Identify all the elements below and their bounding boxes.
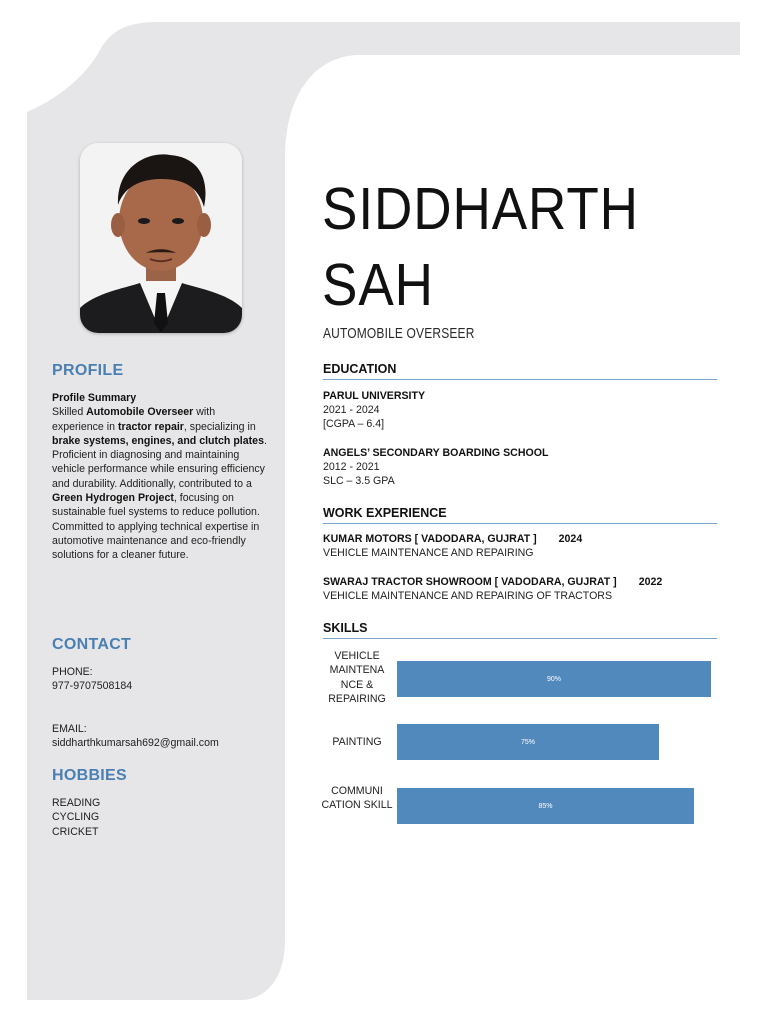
profile-text-segment: Green Hydrogen Project bbox=[52, 492, 174, 505]
name-first: SIDDHARTH bbox=[322, 176, 639, 242]
skill-bar bbox=[397, 788, 694, 824]
work-year: 2022 bbox=[638, 576, 663, 588]
work-experience-heading: WORK EXPERIENCE bbox=[323, 506, 717, 524]
skill-label: COMMUNI CATION SKILL bbox=[321, 785, 393, 812]
education-entry bbox=[323, 389, 717, 432]
profile-heading: PROFILE bbox=[52, 362, 124, 379]
phone-label: PHONE: bbox=[52, 666, 93, 678]
hobby-item: CYCLING bbox=[52, 811, 100, 824]
skill-label: PAINTING bbox=[332, 736, 382, 748]
education-heading: EDUCATION bbox=[323, 362, 717, 380]
hobbies-heading: HOBBIES bbox=[52, 767, 127, 784]
work-entry bbox=[323, 532, 717, 560]
hobbies-list bbox=[52, 796, 267, 839]
profile-text-segment: Automobile Overseer bbox=[86, 406, 194, 419]
work-role: VEHICLE MAINTENANCE AND REPAIRING OF TRACTORS bbox=[323, 590, 613, 603]
profile-text-segment: . Proficient in diagnosing and maintaining vehicle performance while ensuring efficiency and durability. Additionally, contributed to a bbox=[52, 434, 267, 490]
employer-name: KUMAR MOTORS [ VADODARA, GUJRAT ] bbox=[323, 533, 537, 545]
employer-line bbox=[323, 575, 717, 589]
profile-summary bbox=[52, 391, 267, 563]
skill-percent: 75% bbox=[520, 738, 535, 746]
contact-email bbox=[52, 722, 282, 751]
institution-name: ANGELS’ SECONDARY BOARDING SCHOOL bbox=[323, 447, 549, 459]
job-title: AUTOMOBILE OVERSEER bbox=[323, 325, 475, 342]
profile-text-segment: Skilled bbox=[52, 406, 87, 419]
email-label: EMAIL: bbox=[52, 723, 87, 735]
employer-line bbox=[323, 532, 717, 546]
employer-name: SWARAJ TRACTOR SHOWROOM [ VADODARA, GUJRAT ] bbox=[323, 576, 617, 588]
skill-label: VEHICLE MAINTENA NCE & REPAIRING bbox=[328, 650, 386, 705]
skill-percent: 90% bbox=[546, 675, 561, 683]
education-years: 2012 - 2021 bbox=[323, 461, 380, 474]
skill-bar bbox=[397, 661, 711, 697]
contact-heading: CONTACT bbox=[52, 636, 132, 653]
phone-value: 977-9707508184 bbox=[52, 680, 133, 693]
skill-percent: 85% bbox=[538, 802, 553, 810]
profile-text-segment: with experience in bbox=[52, 406, 216, 433]
work-year: 2024 bbox=[558, 533, 583, 545]
education-grade: [CGPA – 6.4] bbox=[323, 418, 385, 431]
education-grade: SLC – 3.5 GPA bbox=[323, 475, 395, 488]
work-entry bbox=[323, 575, 717, 603]
education-years: 2021 - 2024 bbox=[323, 404, 380, 417]
hobby-item: CRICKET bbox=[52, 825, 99, 838]
profile-text-segment: , focusing on sustainable fuel systems to reduce pollution. Committed to applying technical expertise in automotive maintenance and eco-friendly solutions for a cleaner future. bbox=[52, 492, 260, 562]
profile-summary-label: Profile Summary bbox=[52, 392, 137, 404]
profile-photo bbox=[80, 143, 242, 333]
contact-phone bbox=[52, 665, 267, 694]
profile-text-segment: , specializing in bbox=[183, 420, 256, 433]
skills-heading: SKILLS bbox=[323, 621, 717, 639]
work-role: VEHICLE MAINTENANCE AND REPAIRING bbox=[323, 547, 534, 560]
profile-text-segment: brake systems, engines, and clutch plates bbox=[52, 434, 264, 447]
hobby-item: READING bbox=[52, 797, 101, 809]
name-last: SAH bbox=[322, 252, 434, 318]
skill-bar bbox=[397, 724, 659, 760]
institution-name: PARUL UNIVERSITY bbox=[323, 390, 426, 402]
profile-summary-text bbox=[52, 405, 267, 562]
person-portrait-icon bbox=[80, 143, 242, 333]
education-entry bbox=[323, 446, 717, 489]
profile-text-segment: tractor repair bbox=[117, 420, 184, 433]
email-value[interactable]: siddharthkumarsah692@gmail.com bbox=[52, 737, 219, 750]
